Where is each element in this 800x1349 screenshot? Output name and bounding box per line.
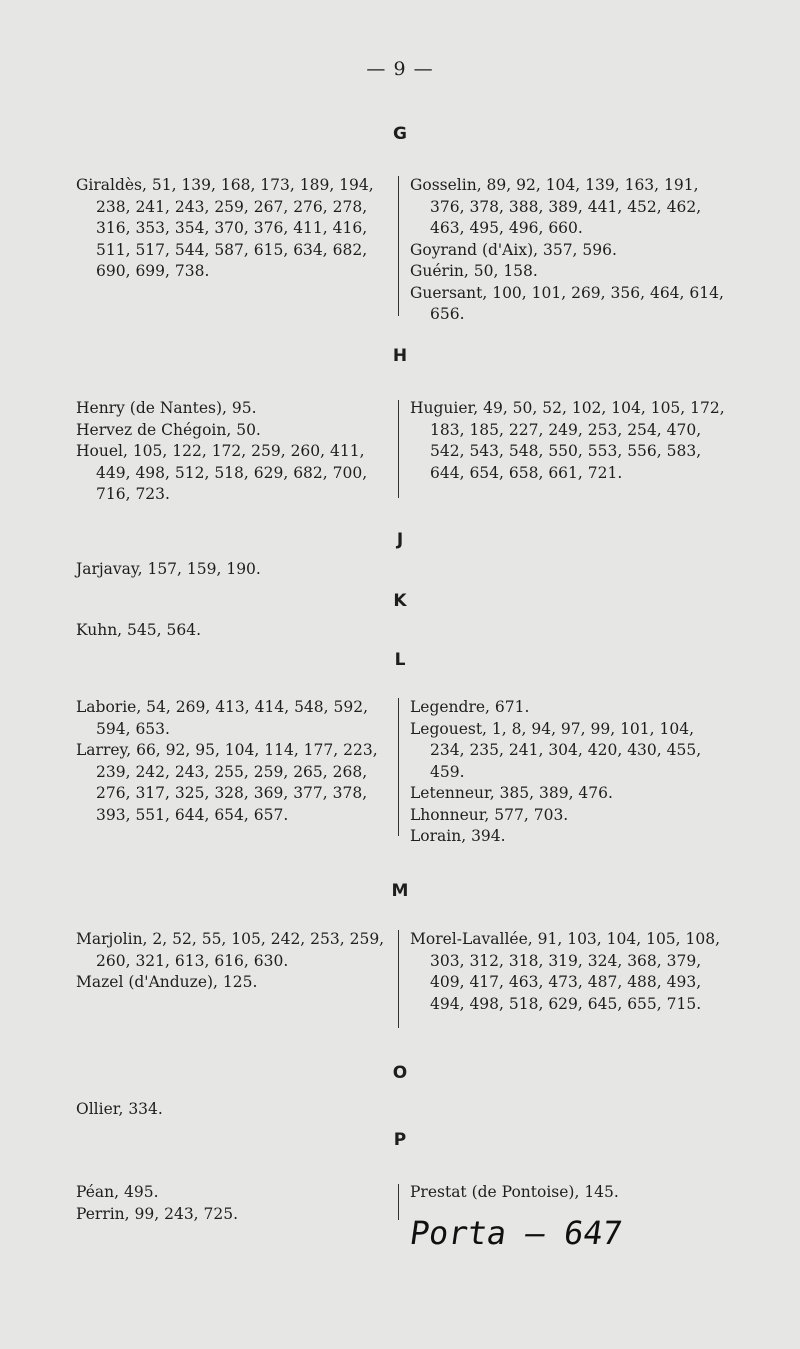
section-h-left-column [76, 398, 386, 506]
section-g-right-column [410, 175, 730, 326]
index-entry: Legouest, 1, 8, 94, 97, 99, 101, 104, 234, 235, 241, 304, 420, 430, 455, 459. [410, 719, 702, 781]
index-entry: Letenneur, 385, 389, 476. [410, 784, 613, 802]
index-entry: Morel-Lavallée, 91, 103, 104, 105, 108, 303, 312, 318, 319, 324, 368, 379, 409, 417, 463, 473, 487, 488, 493, 494, 498, 518, 629, 645, 655, 715. [410, 930, 721, 1013]
section-p-right-column [410, 1182, 730, 1204]
page-number: — 9 — [366, 58, 434, 80]
column-divider [398, 176, 399, 316]
index-entry: Perrin, 99, 243, 725. [76, 1204, 239, 1223]
section-h-right-column [410, 398, 730, 484]
index-entry: Guersant, 100, 101, 269, 356, 464, 614, 656. [410, 283, 724, 323]
section-g-left-column [76, 175, 386, 283]
index-entry: Legendre, 671. [410, 698, 530, 716]
index-entry: Mazel (d'Anduze), 125. [76, 973, 258, 991]
column-divider [398, 698, 399, 836]
index-entry: Lorain, 394. [410, 827, 506, 845]
handwritten-note: Porta — 647 [407, 1214, 625, 1252]
index-entry: Goyrand (d'Aix), 357, 596. [410, 240, 617, 259]
index-entry: Ollier, 334. [76, 1100, 163, 1118]
section-letter-j: J [396, 530, 404, 550]
index-entry: Péan, 495. [76, 1183, 159, 1201]
section-letter-h: H [392, 346, 408, 366]
index-entry: Laborie, 54, 269, 413, 414, 548, 592, 594, 653. [76, 698, 369, 738]
section-j-left-column [76, 559, 386, 581]
section-l-left-column [76, 697, 386, 826]
index-entry: Guérin, 50, 158. [410, 262, 538, 280]
index-entry: Hervez de Chégoin, 50. [76, 420, 261, 439]
index-entry: Giraldès, 51, 139, 168, 173, 189, 194, 238, 241, 243, 259, 267, 276, 278, 316, 353, 354, 370, 376, 411, 416, 511, 517, 544, 587, 615, 634, 682, 690, 699, 738. [76, 176, 374, 280]
index-entry: Gosselin, 89, 92, 104, 139, 163, 191, 376, 378, 388, 389, 441, 452, 462, 463, 495, 496, 660. [410, 176, 702, 237]
index-entry: Jarjavay, 157, 159, 190. [76, 560, 261, 578]
index-entry: Marjolin, 2, 52, 55, 105, 242, 253, 259, 260, 321, 613, 616, 630. [76, 930, 385, 970]
index-entry: Houel, 105, 122, 172, 259, 260, 411, 449, 498, 512, 518, 629, 682, 700, 716, 723. [76, 442, 368, 503]
section-letter-k: K [393, 591, 407, 611]
index-entry: Larrey, 66, 92, 95, 104, 114, 177, 223, 239, 242, 243, 255, 259, 265, 268, 276, 317, 325, 328, 369, 377, 378, 393, 551, 644, 654, 657. [76, 741, 378, 824]
column-divider [398, 930, 399, 1028]
section-m-left-column [76, 929, 386, 994]
index-entry: Prestat (de Pontoise), 145. [410, 1183, 619, 1201]
section-letter-g: G [393, 124, 407, 144]
index-entry: Lhonneur, 577, 703. [410, 805, 569, 824]
section-k-left-column [76, 620, 386, 642]
column-divider [398, 400, 399, 498]
section-o-left-column [76, 1099, 386, 1121]
index-entry: Henry (de Nantes), 95. [76, 399, 257, 417]
section-m-right-column [410, 929, 730, 1015]
section-letter-m: M [391, 881, 409, 901]
section-p-left-column [76, 1182, 386, 1225]
section-letter-p: P [393, 1130, 407, 1150]
section-letter-o: O [392, 1063, 408, 1083]
section-letter-l: L [394, 650, 406, 670]
index-entry: Huguier, 49, 50, 52, 102, 104, 105, 172, 183, 185, 227, 249, 253, 254, 470, 542, 543, 548, 550, 553, 556, 583, 644, 654, 658, 661, 721. [410, 399, 725, 482]
index-entry: Kuhn, 545, 564. [76, 621, 201, 639]
column-divider [398, 1184, 399, 1220]
section-l-right-column [410, 697, 730, 848]
